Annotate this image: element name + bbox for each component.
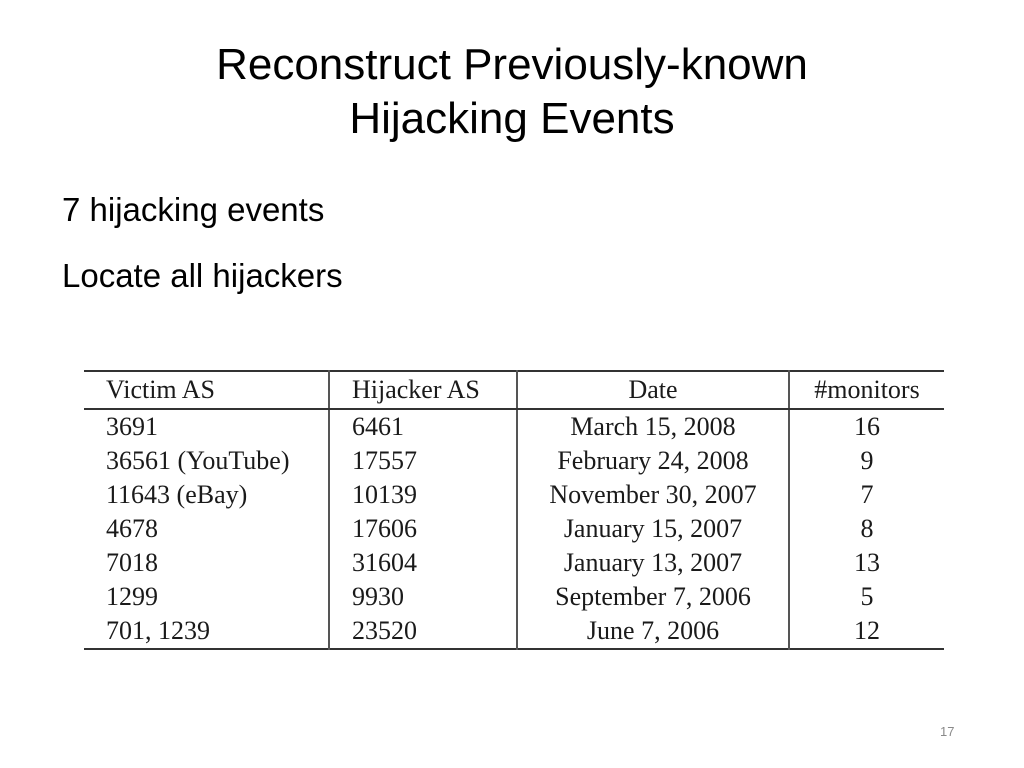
- table-row: [84, 546, 944, 580]
- cell-monitors: 16: [789, 409, 944, 444]
- cell-date: January 13, 2007: [517, 546, 789, 580]
- cell-monitors: 8: [789, 512, 944, 546]
- cell-victim-as: 4678: [106, 514, 158, 543]
- cell-hijacker-as: 23520: [329, 614, 517, 649]
- header-monitors: #monitors: [789, 371, 944, 409]
- cell-victim-as: 11643 (eBay): [106, 480, 248, 509]
- table-row: [84, 580, 944, 614]
- cell-victim-as: 7018: [106, 548, 158, 577]
- cell-monitors: 7: [789, 478, 944, 512]
- cell-date: February 24, 2008: [517, 444, 789, 478]
- title-line-1: Reconstruct Previously-known: [216, 40, 808, 89]
- table-row: [84, 409, 944, 444]
- cell-hijacker-as: 17606: [329, 512, 517, 546]
- cell-date: March 15, 2008: [517, 409, 789, 444]
- table-header-row: [84, 371, 944, 409]
- cell-hijacker-as: 9930: [329, 580, 517, 614]
- cell-victim-as: 36561 (YouTube): [106, 446, 290, 475]
- cell-date: June 7, 2006: [517, 614, 789, 649]
- header-victim-as: Victim AS: [84, 371, 329, 409]
- header-date: Date: [517, 371, 789, 409]
- cell-hijacker-as: 31604: [329, 546, 517, 580]
- table-row: [84, 444, 944, 478]
- hijacking-events-table: [84, 370, 944, 650]
- page-number: 17: [940, 724, 955, 739]
- cell-date: January 15, 2007: [517, 512, 789, 546]
- cell-hijacker-as: 6461: [329, 409, 517, 444]
- cell-monitors: 5: [789, 580, 944, 614]
- cell-victim-as: 3691: [106, 412, 158, 441]
- title-line-2: Hijacking Events: [349, 94, 675, 143]
- bullet-item: 7 hijacking events: [62, 191, 325, 228]
- cell-date: September 7, 2006: [517, 580, 789, 614]
- cell-monitors: 9: [789, 444, 944, 478]
- cell-date: November 30, 2007: [517, 478, 789, 512]
- header-hijacker-as: Hijacker AS: [329, 371, 517, 409]
- table-row: [84, 512, 944, 546]
- cell-hijacker-as: 10139: [329, 478, 517, 512]
- hijacking-events-table-container: [84, 370, 944, 650]
- cell-monitors: 12: [789, 614, 944, 649]
- cell-hijacker-as: 17557: [329, 444, 517, 478]
- bullet-item: Locate all hijackers: [62, 257, 343, 294]
- table-row: [84, 478, 944, 512]
- slide-title: [100, 38, 924, 146]
- cell-monitors: 13: [789, 546, 944, 580]
- table-row: [84, 614, 944, 649]
- bullet-list: [62, 190, 343, 322]
- cell-victim-as: 1299: [106, 582, 158, 611]
- cell-victim-as: 701, 1239: [106, 616, 210, 645]
